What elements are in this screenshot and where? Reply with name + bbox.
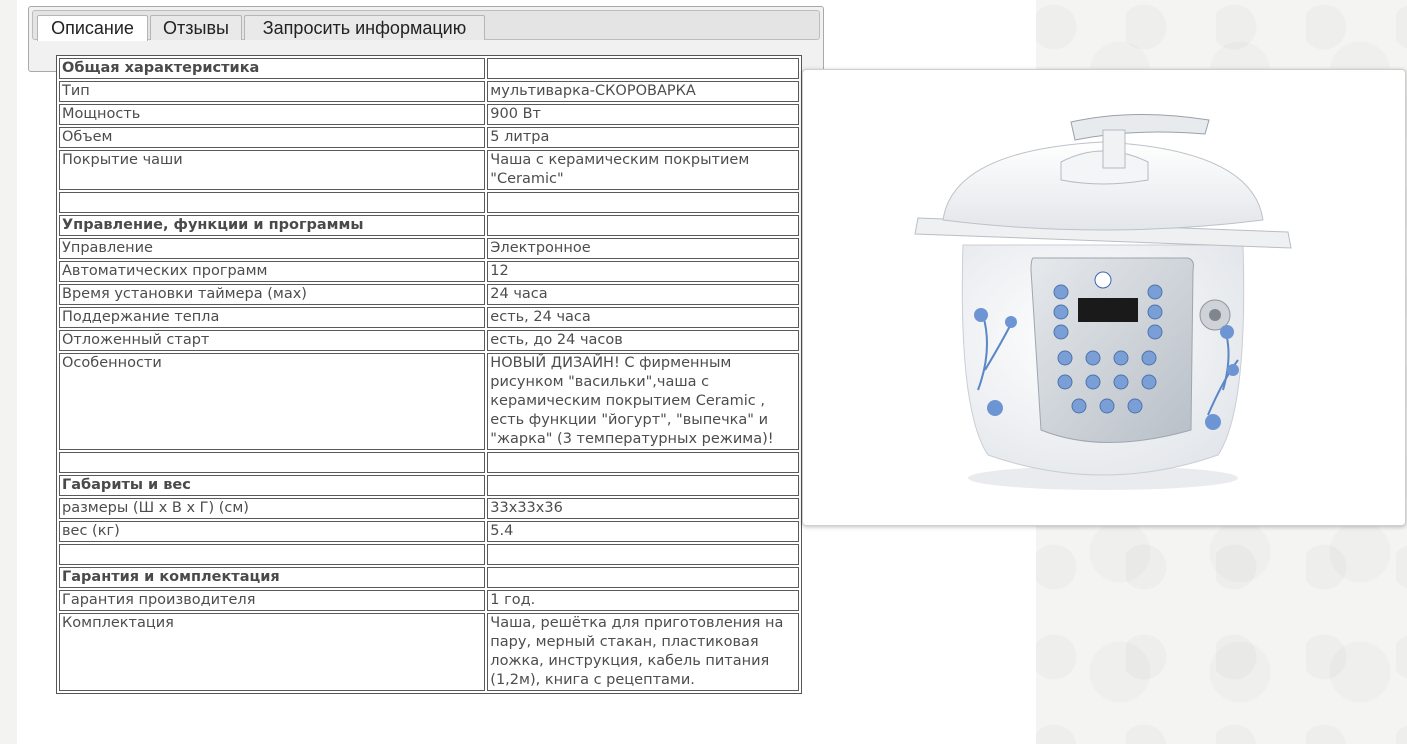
spec-value: 24 часа: [487, 284, 799, 305]
spec-value: [487, 58, 799, 79]
section-title: Гарантия и комплектация: [59, 567, 485, 588]
spec-value: 5.4: [487, 521, 799, 542]
section-title: Управление, функции и программы: [59, 215, 485, 236]
spec-row: [59, 127, 799, 148]
spec-row: [59, 104, 799, 125]
spec-value: [487, 544, 799, 565]
spec-row: [59, 590, 799, 611]
spec-value: мультиварка-СКОРОВАРКА: [487, 81, 799, 102]
spec-label: Отложенный старт: [59, 330, 485, 351]
spec-value: Чаша, решётка для приготовления на пару, мерный стакан, пластиковая ложка, инструкция, кабель питания (1,2м), книга с рецептами.: [487, 613, 799, 691]
specs-table: [57, 56, 801, 693]
tab-request-info[interactable]: Запросить информацию: [244, 15, 485, 40]
spec-label: [59, 544, 485, 565]
spec-label: Особенности: [59, 353, 485, 450]
spacer-row: [59, 544, 799, 565]
spacer-row: [59, 452, 799, 473]
section-title: Общая характеристика: [59, 58, 485, 79]
spec-label: Время установки таймера (мах): [59, 284, 485, 305]
spec-value: 33х33х36: [487, 498, 799, 519]
spec-value: Электронное: [487, 238, 799, 259]
spec-label: Покрытие чаши: [59, 150, 485, 190]
spec-value: [487, 567, 799, 588]
spacer-row: [59, 192, 799, 213]
spec-value: [487, 215, 799, 236]
spec-row: [59, 613, 799, 691]
spec-row: [59, 353, 799, 450]
spec-value: 1 год.: [487, 590, 799, 611]
spec-row: [59, 81, 799, 102]
multicooker-photo: [803, 70, 1405, 525]
spec-label: Мощность: [59, 104, 485, 125]
spec-label: Гарантия производителя: [59, 590, 485, 611]
spec-row: [59, 261, 799, 282]
spec-label: Поддержание тепла: [59, 307, 485, 328]
spec-value: 5 литра: [487, 127, 799, 148]
section-row: [59, 215, 799, 236]
spec-value: 900 Вт: [487, 104, 799, 125]
spec-label: Управление: [59, 238, 485, 259]
spec-value: есть, 24 часа: [487, 307, 799, 328]
spec-label: [59, 452, 485, 473]
spec-label: Автоматических программ: [59, 261, 485, 282]
specs-table-frame: [56, 55, 802, 694]
spec-row: [59, 238, 799, 259]
spec-value: [487, 192, 799, 213]
spec-row: [59, 150, 799, 190]
product-image-panel: [802, 69, 1406, 526]
section-row: [59, 475, 799, 496]
spec-value: 12: [487, 261, 799, 282]
spec-value: Чаша с керамическим покрытием "Ceramic": [487, 150, 799, 190]
spec-label: вес (кг): [59, 521, 485, 542]
tab-bar: [32, 10, 820, 40]
section-title: Габариты и вес: [59, 475, 485, 496]
spec-label: Объем: [59, 127, 485, 148]
spec-label: Тип: [59, 81, 485, 102]
spec-value: есть, до 24 часов: [487, 330, 799, 351]
spec-row: [59, 498, 799, 519]
section-row: [59, 58, 799, 79]
spec-row: [59, 284, 799, 305]
spec-row: [59, 521, 799, 542]
spec-label: размеры (Ш х В х Г) (см): [59, 498, 485, 519]
spec-value: [487, 475, 799, 496]
spec-label: [59, 192, 485, 213]
spec-row: [59, 307, 799, 328]
spec-value: НОВЫЙ ДИЗАЙН! С фирменным рисунком "васильки",чаша с керамическим покрытием Ceramic , есть функции "йогурт", "выпечка" и "жарка" (3 температурных режима)!: [487, 353, 799, 450]
section-row: [59, 567, 799, 588]
spec-value: [487, 452, 799, 473]
tab-reviews[interactable]: Отзывы: [150, 15, 242, 40]
spec-label: Комплектация: [59, 613, 485, 691]
spec-row: [59, 330, 799, 351]
tab-description[interactable]: Описание: [37, 15, 148, 41]
